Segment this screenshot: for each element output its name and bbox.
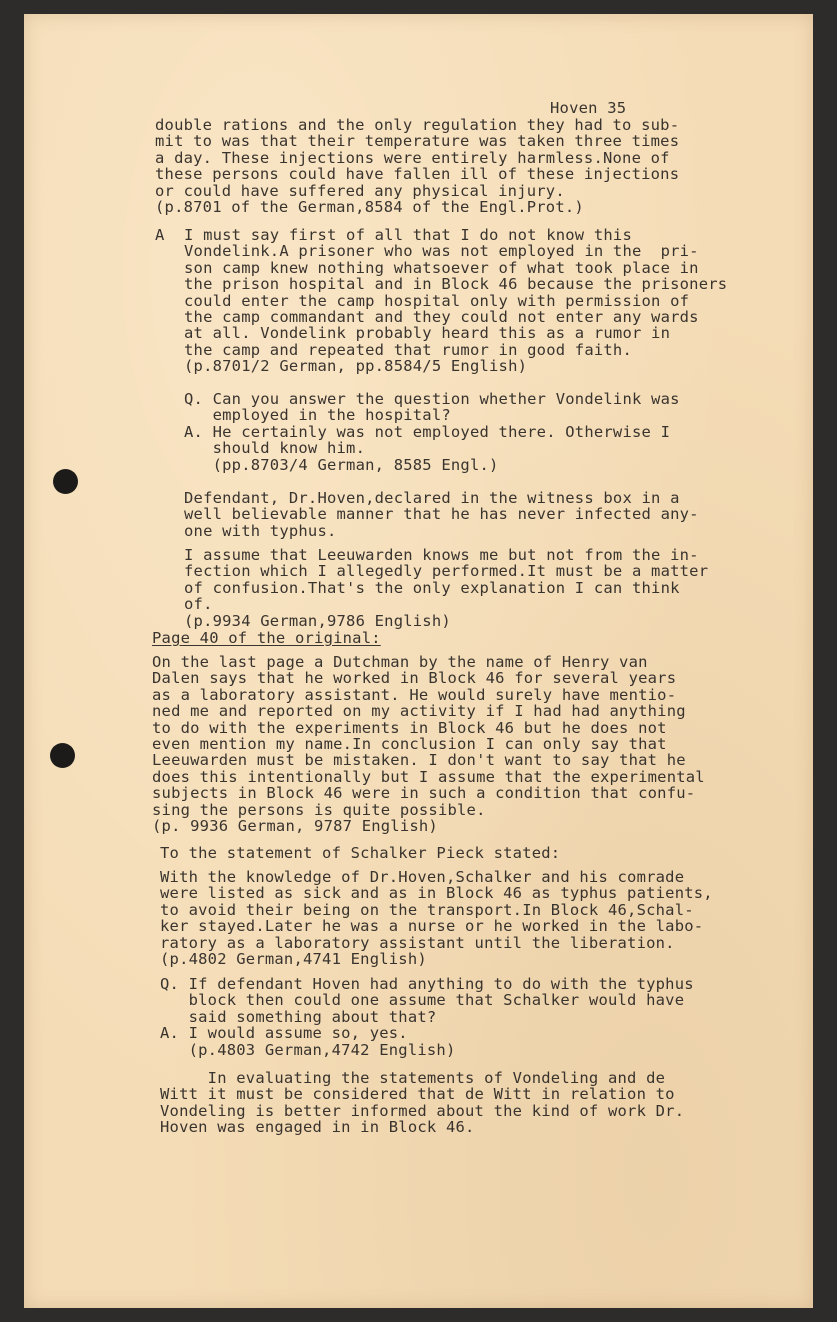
paragraph-schalker-statement: With the knowledge of Dr.Hoven,Schalker and his comrade were listed as sick and as in Block 46 as typhus patients, to avoid their being on the transport.In Block 46,Schal- ker stayed.Later he was a nurse or he worked in the labo- ratory as a laboratory assistant until the liberation. (p.4802 German,4741 English) bbox=[160, 868, 713, 969]
answer-marker: A bbox=[155, 226, 165, 244]
paragraph-leeuwarden: I assume that Leeuwarden knows me but not from the in- fection which I allegedly performed.It must be a matter of confusion.That's the only explanation I can think of. (p.9934 German,9786 English) bbox=[184, 546, 709, 630]
qa-vondelink-employed: Q. Can you answer the question whether Vondelink was employed in the hospital? A. He certainly was not employed there. Otherwise I should know him. (pp.8703/4 German, 8585 Engl.) bbox=[184, 390, 680, 474]
paragraph-evaluation: In evaluating the statements of Vondeling and de Witt it must be considered that de Witt in relation to Vondeling is better informed about the kind of work Dr. Hoven was engaged in in Block 46. bbox=[160, 1069, 685, 1137]
page-header: Hoven 35 bbox=[550, 99, 627, 117]
punch-hole-top bbox=[53, 469, 78, 494]
paragraph-witness-box: Defendant, Dr.Hoven,declared in the witness box in a well believable manner that he has never infected any- one with typhus. bbox=[184, 489, 699, 540]
punch-hole-bottom bbox=[50, 743, 75, 768]
paragraph-rations: double rations and the only regulation they had to sub- mit to was that their temperature was taken three times a day. These injections were entirely harmless.None of these persons could have fallen ill of these injections or could have suffered any physical injury. (p.8701 of the German,8584 of the Engl.Prot.) bbox=[155, 116, 680, 217]
page-reference-heading: Page 40 of the original: bbox=[152, 629, 381, 647]
paragraph-henry-van-dalen: On the last page a Dutchman by the name of Henry van Dalen says that he worked in Block 46 for several years as a laboratory assistant. He would surely have mentio- ned me and reported on my activity if I had had anything to do with the experiments in Block 46 but he does not even mention my name.In conclusion I can only say that Leeuwarden must be mistaken. I don't want to say that he does this intentionally but I assume that the experimental subjects in Block 46 were in such a condition that confu- sing the persons is quite possible. (p. 9936 German, 9787 English) bbox=[152, 653, 705, 836]
qa-schalker: Q. If defendant Hoven had anything to do with the typhus block then could one assume that Schalker would have said something about that? A. I would assume so, yes. (p.4803 German,4742 English) bbox=[160, 975, 694, 1059]
paragraph-schalker-heading: To the statement of Schalker Pieck stated: bbox=[160, 844, 561, 862]
paragraph-vondelink-answer: I must say first of all that I do not know this Vondelink.A prisoner who was not employed in the pri- son camp knew nothing whatsoever of what took place in the prison hospital and in Block 46 because the prisoners could enter the camp hospital only with permission of the camp commandant and they could not enter any wards at all. Vondelink probably heard this as a rumor in the camp and repeated that rumor in good faith. (p.8701/2 German, pp.8584/5 English) bbox=[184, 226, 728, 376]
